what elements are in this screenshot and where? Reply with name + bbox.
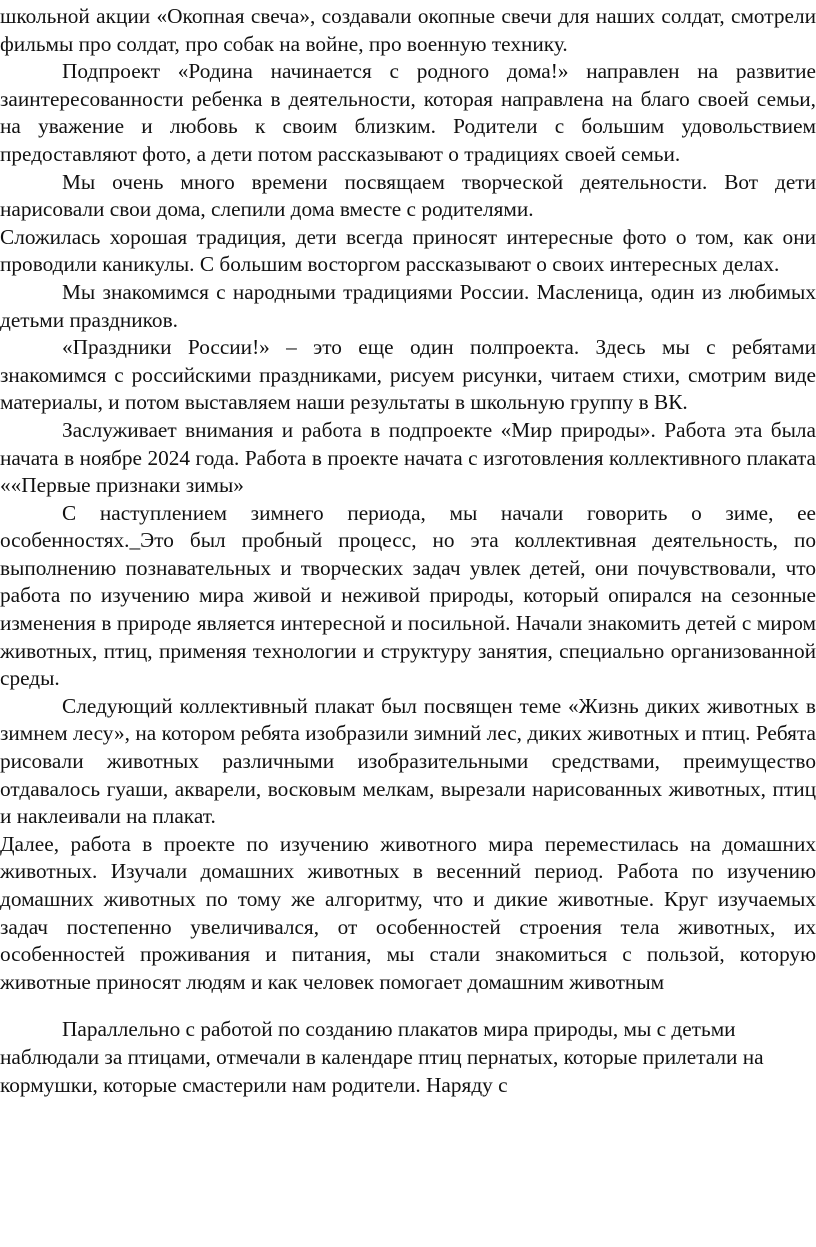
paragraph-world-of-nature: Заслуживает внимания и работа в подпроекте «Мир природы». Работа эта была начата в ноябре 2024 года. Работа в проекте начата с изготовления коллективного плаката ««Первые признаки зимы» [0, 417, 816, 498]
paragraph-holiday-photos: Сложилась хорошая традиция, дети всегда приносят интересные фото о том, как они проводили каникулы. С большим восторгом рассказывают о своих интересных делах. [0, 224, 816, 277]
paragraph-bird-observation: Параллельно с работой по созданию плакатов мира природы, мы с детьми наблюдали за птицами, отмечали в календаре птиц пернатых, которые прилетали на кормушки, которые смастерили нам родители. Наряду с [0, 1017, 764, 1097]
paragraph-holidays-of-russia: «Праздники России!» – это еще один полпроекта. Здесь мы с ребятами знакомимся с российскими праздниками, рисуем рисунки, читаем стихи, смотрим виде материалы, и потом выставляем наши результаты в школьную группу в ВК. [0, 335, 816, 415]
paragraph-homeland-subproject: Подпроект «Родина начинается с родного дома!» направлен на развитие заинтересованности ребенка в деятельности, которая направлена на благо своей семьи, на уважение и любовь к своим близким. Родители с большим удовольствием предоставляют фото, а дети потом рассказывают о традициях своей семьи. [0, 59, 816, 166]
paragraph-domestic-animals: Далее, работа в проекте по изучению животного мира переместилась на домашних животных. Изучали домашних животных в весенний период. Работа по изучению домашних животных по тому же алгоритму, что и дикие животные. Круг изучаемых задач постепенно увеличивался, от особенностей строения тела животных, их особенностей проживания и питания, мы стали знакомиться с пользой, которую животные приносят людям и как человек помогает домашним животным [0, 831, 816, 994]
paragraph-wild-animals-poster: Следующий коллективный плакат был посвящен теме «Жизнь диких животных в зимнем лесу», на котором ребята изобразили зимний лес, диких животных и птиц. Ребята рисовали животных различными изобразительными средствами, преимущество отдавалось гуаши, акварели, восковым мелкам, вырезали нарисованных животных, птиц и наклеивали на плакат. [0, 693, 816, 829]
paragraph-creative-activity: Мы очень много времени посвящаем творческой деятельности. Вот дети нарисовали свои дома, слепили дома вместе с родителями. [0, 169, 816, 222]
paragraph-folk-traditions: Мы знакомимся с народными традициями России. Масленица, один из любимых детьми праздников. [0, 279, 816, 332]
paragraph-trench-candle: школьной акции «Окопная свеча», создавали окопные свечи для наших солдат, смотрели фильмы про солдат, про собак на войне, про военную технику. [0, 4, 816, 56]
paragraph-winter-period: С наступлением зимнего периода, мы начали говорить о зиме, ее особенностях._Это был пробный процесс, но эта коллективная деятельность, по выполнению познавательных и творческих задач увлек детей, они почувствовали, что работа по изучению мира живой и неживой природы, который опирался на сезонные изменения в природе является интересной и посильной. Начали знакомить детей с миром животных, птиц, применяя технологии и структуру занятия, специально организованной среды. [0, 500, 816, 691]
